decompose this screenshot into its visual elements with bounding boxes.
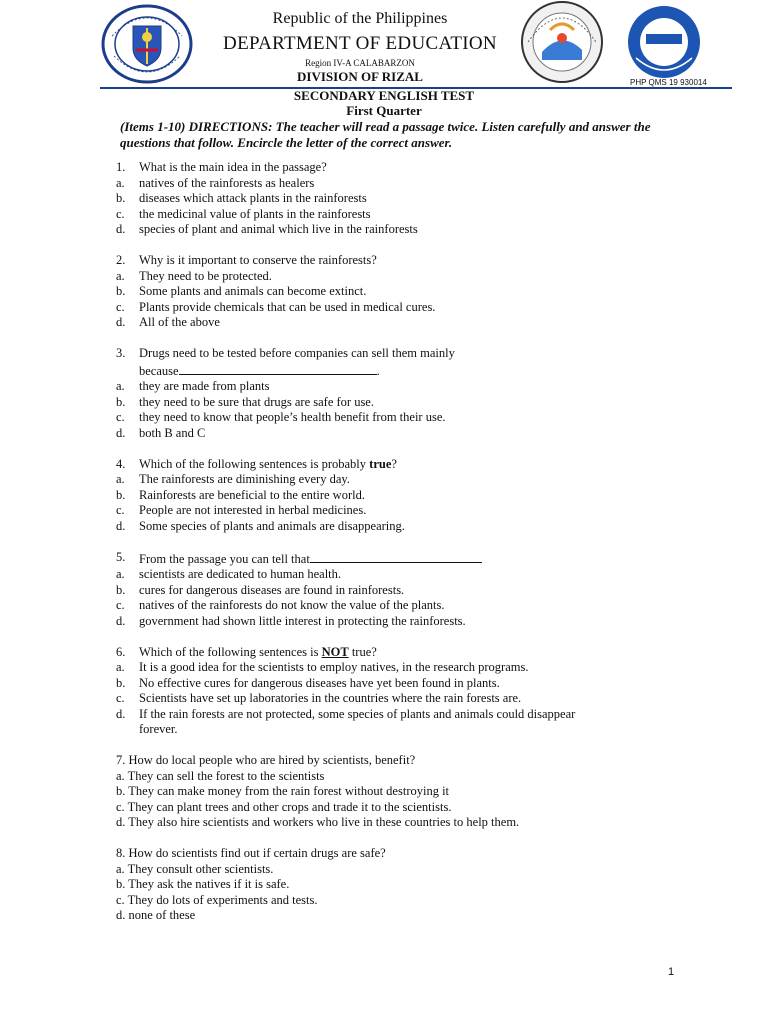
question-text	[139, 645, 656, 661]
choice-text: government had shown little interest in protecting the rainforests.	[139, 613, 466, 628]
answer-blank	[179, 362, 377, 375]
answer-blank	[310, 550, 482, 563]
choice[interactable]	[116, 426, 656, 442]
choice[interactable]	[116, 660, 656, 676]
choice-letter: a.	[116, 175, 125, 190]
choice[interactable]	[116, 691, 656, 707]
choice-text: diseases which attack plants in the rainforests	[139, 191, 367, 205]
question-7	[116, 753, 656, 831]
choice-letter: d.	[116, 613, 126, 628]
choice-text: both B and C	[139, 425, 206, 440]
question-5	[116, 550, 656, 630]
choice-letter: b.	[116, 675, 126, 690]
test-quarter: First Quarter	[346, 103, 422, 118]
choice-text: They consult other scientists.	[127, 861, 274, 876]
header-division: DIVISION OF RIZAL	[297, 69, 423, 84]
choice-text: they need to know that people’s health benefit from their use.	[139, 410, 446, 424]
question-text-row	[116, 753, 656, 769]
choice-text: If the rain forests are not protected, some species of plants and animals could disappear	[139, 706, 576, 721]
choice-letter: b.	[116, 582, 126, 597]
choice[interactable]	[116, 769, 656, 785]
question-text: What is the main idea in the passage?	[139, 160, 327, 174]
choice[interactable]	[116, 379, 656, 395]
question-8	[116, 846, 656, 924]
test-directions: (Items 1-10) DIRECTIONS: The teacher will read a passage twice. Listen carefully and answer the questions that follow. Encircle the letter of the correct answer.	[120, 119, 651, 150]
choice-text: They need to be protected.	[139, 268, 272, 283]
choice-text: They can plant trees and other crops and trade it to the scientists.	[127, 799, 452, 814]
choice[interactable]	[116, 784, 656, 800]
choice[interactable]	[116, 488, 656, 504]
choice-letter: d.	[116, 706, 126, 721]
choice[interactable]	[116, 176, 656, 192]
choice-text: Scientists have set up laboratories in the countries where the rain forests are.	[139, 691, 522, 705]
choice-letter: b.	[116, 784, 126, 798]
choice-letter: c.	[116, 503, 125, 517]
question-3	[116, 346, 656, 441]
question-text: Drugs need to be tested before companies can sell them mainly	[139, 346, 455, 360]
choice-text: They also hire scientists and workers who live in these countries to help them.	[128, 815, 520, 829]
question-text-start: Which of the following sentences is probably	[139, 456, 370, 471]
choice[interactable]	[116, 908, 656, 924]
choice[interactable]	[116, 815, 656, 831]
choice-text: Plants provide chemicals that can be used in medical cures.	[139, 299, 436, 314]
choice[interactable]	[116, 191, 656, 207]
question-text-end: ?	[391, 456, 397, 471]
choice-text: they are made from plants	[139, 379, 270, 393]
rizal-seal-icon	[520, 0, 604, 84]
choice[interactable]	[116, 395, 656, 411]
question-text-continued	[116, 362, 656, 380]
question-list	[116, 160, 656, 939]
question-text-line2: because	[139, 363, 179, 378]
choice-text: cures for dangerous diseases are found in rainforests.	[139, 582, 405, 597]
choice-letter: d.	[116, 425, 126, 440]
question-2	[116, 253, 656, 331]
question-number: 1.	[116, 160, 126, 174]
choice-text: species of plant and animal which live in the rainforests	[139, 222, 418, 236]
question-text-start: Which of the following sentences is	[139, 644, 322, 659]
choice-text: none of these	[128, 908, 196, 922]
choice-text: They do lots of experiments and tests.	[127, 892, 318, 907]
question-text	[139, 457, 656, 473]
choice[interactable]	[116, 284, 656, 300]
choice[interactable]	[116, 519, 656, 535]
choice-text: It is a good idea for the scientists to employ natives, in the research programs.	[139, 660, 529, 674]
choice[interactable]	[116, 222, 656, 238]
choice-text: They ask the natives if it is safe.	[128, 877, 290, 891]
choice-letter: a.	[116, 660, 125, 674]
choice-text: They can make money from the rain forest without destroying it	[128, 784, 450, 798]
question-text: How do scientists find out if certain drugs are safe?	[128, 846, 386, 860]
choice-text: natives of the rainforests as healers	[139, 175, 315, 190]
choice-letter: a.	[116, 472, 125, 486]
question-6	[116, 645, 656, 738]
choice-letter: c.	[116, 299, 125, 314]
choice-letter: a.	[116, 379, 125, 393]
tuv-nord-seal-icon	[624, 4, 704, 80]
choice-letter: d.	[116, 815, 126, 829]
choice-letter: b.	[116, 487, 126, 502]
choice-letter: d.	[116, 315, 126, 329]
deped-seal-icon	[100, 4, 194, 84]
choice-letter: b.	[116, 394, 126, 409]
choice-letter: c.	[116, 892, 125, 907]
page-number: 1	[668, 966, 675, 978]
choice-text: No effective cures for dangerous diseases have yet been found in plants.	[139, 675, 500, 690]
document-header	[0, 0, 768, 92]
choice[interactable]	[116, 315, 656, 331]
choice-letter: a.	[116, 768, 125, 783]
choice-text: the medicinal value of plants in the rainforests	[139, 206, 371, 221]
question-emphasis: true	[369, 456, 392, 471]
choice[interactable]	[116, 893, 656, 909]
choice-letter: c.	[116, 410, 125, 424]
choice-letter: c.	[116, 799, 125, 814]
choice-letter: d.	[116, 518, 126, 533]
question-emphasis: NOT	[321, 644, 349, 659]
choice-letter: b.	[116, 284, 126, 298]
choice-text: The rainforests are diminishing every day.	[139, 472, 350, 486]
choice[interactable]	[116, 598, 656, 614]
choice[interactable]	[116, 614, 656, 630]
question-4	[116, 457, 656, 535]
choice[interactable]	[116, 862, 656, 878]
choice-text-continued: forever.	[139, 722, 178, 736]
question-text-end: true?	[348, 644, 377, 659]
question-text: Why is it important to conserve the rainforests?	[139, 253, 377, 267]
question-text: How do local people who are hired by scientists, benefit?	[128, 753, 416, 767]
choice-text: they need to be sure that drugs are safe for use.	[139, 394, 374, 409]
choice-text: scientists are dedicated to human health.	[139, 567, 342, 581]
choice-letter: c.	[116, 598, 125, 612]
question-number: 2.	[116, 253, 126, 267]
question-number: 7.	[116, 753, 126, 767]
question-text-end: .	[376, 363, 380, 378]
test-title: SECONDARY ENGLISH TEST	[293, 88, 475, 103]
choice[interactable]	[116, 269, 656, 285]
choice-text: They can sell the forest to the scientists	[127, 768, 325, 783]
choice-letter: c.	[116, 691, 125, 705]
choice[interactable]	[116, 410, 656, 426]
choice-text: Some plants and animals can become extinct.	[139, 284, 367, 298]
choice[interactable]	[116, 583, 656, 599]
choice-letter: c.	[116, 206, 125, 221]
choice[interactable]	[116, 300, 656, 316]
question-text-row	[116, 846, 656, 862]
question-text-row	[139, 550, 656, 568]
question-number: 6.	[116, 644, 126, 659]
choice[interactable]	[116, 800, 656, 816]
choice[interactable]	[116, 472, 656, 488]
question-number: 3.	[116, 346, 126, 360]
choice[interactable]	[116, 567, 656, 583]
header-region: Region IV-A CALABARZON	[305, 58, 415, 68]
choice-text: People are not interested in herbal medicines.	[139, 503, 367, 517]
qms-code: PHP QMS 19 930014	[630, 78, 707, 87]
choice-letter: a.	[116, 567, 125, 581]
choice[interactable]	[116, 707, 656, 723]
header-department: DEPARTMENT OF EDUCATION	[223, 33, 497, 54]
header-republic: Republic of the Philippines	[272, 10, 448, 27]
choice-text: Rainforests are beneficial to the entire world.	[139, 487, 365, 502]
choice-letter: a.	[116, 268, 125, 283]
question-1	[116, 160, 656, 238]
choice-letter: b.	[116, 877, 126, 891]
choice-letter: a.	[116, 861, 125, 876]
choice[interactable]	[116, 676, 656, 692]
choice[interactable]	[116, 207, 656, 223]
choice-letter: d.	[116, 908, 126, 922]
question-number: 5.	[116, 549, 126, 564]
choice-text: Some species of plants and animals are disappearing.	[139, 518, 405, 533]
choice[interactable]	[116, 503, 656, 519]
question-text: From the passage you can tell that	[139, 551, 310, 566]
choice-text: natives of the rainforests do not know the value of the plants.	[139, 598, 445, 612]
question-number: 8.	[116, 846, 126, 860]
choice-letter: d.	[116, 222, 126, 236]
choice-letter: b.	[116, 191, 126, 205]
choice-text: All of the above	[139, 315, 220, 329]
choice[interactable]	[116, 877, 656, 893]
question-number: 4.	[116, 456, 126, 471]
